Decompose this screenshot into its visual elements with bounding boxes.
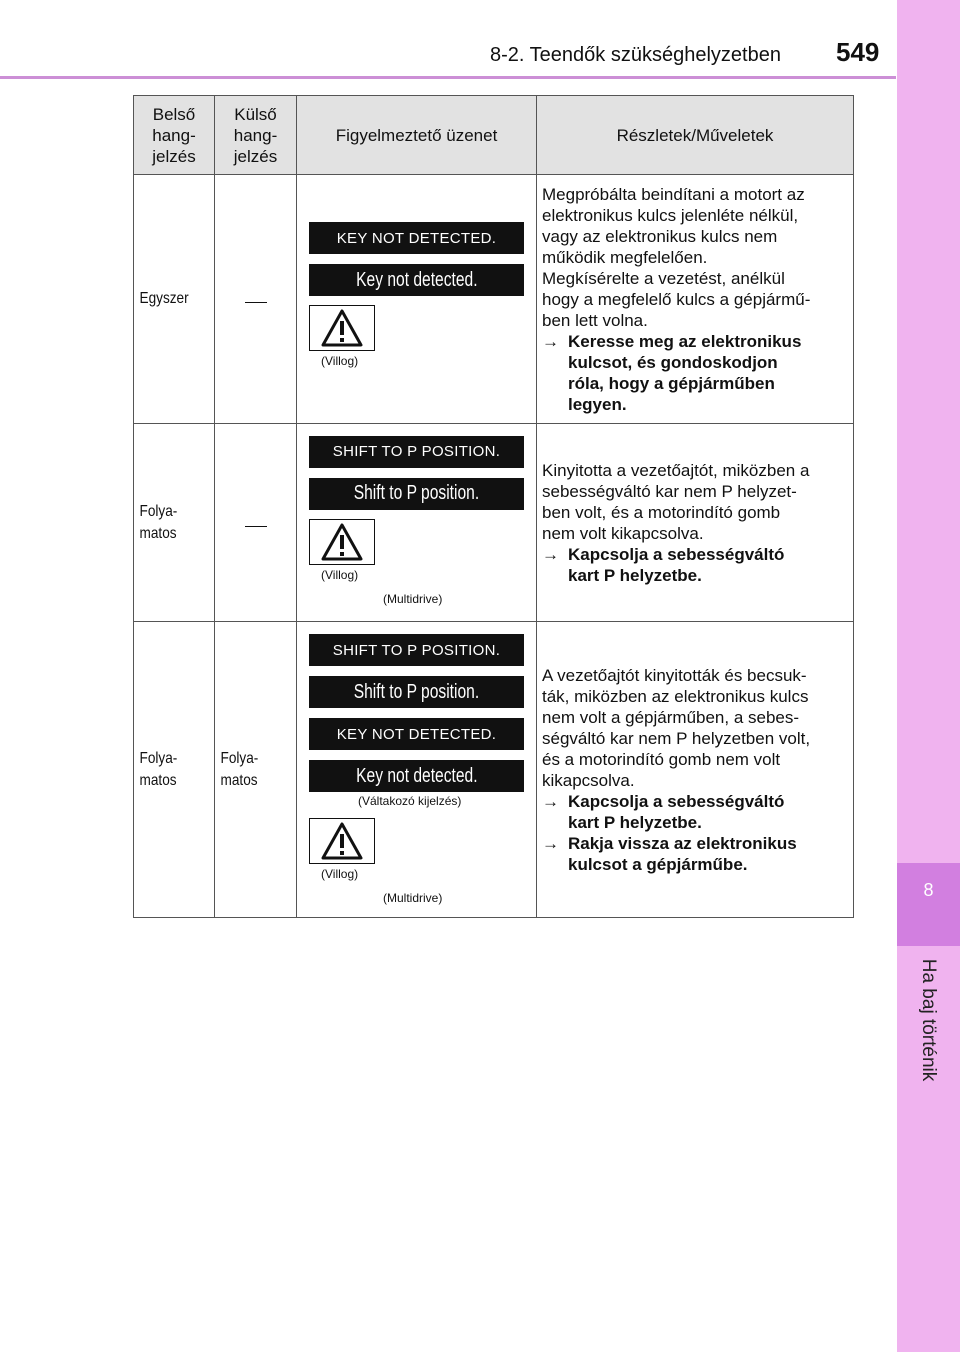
- buzzer-text: Folya-: [139, 502, 177, 520]
- action-line: kulcsot a gépjárműbe.: [568, 854, 748, 874]
- lcd-message-mixed: Key not detected.: [309, 264, 524, 296]
- header-outer-buzzer: [215, 96, 297, 175]
- action-line: kulcsot, és gondoskodjon: [568, 352, 778, 372]
- header-rule: [0, 76, 896, 79]
- detail-line: ben volt, és a motorindító gomb: [542, 502, 781, 522]
- warning-triangle-icon: [309, 305, 375, 351]
- detail-line: Megpróbálta beindítani a motort az: [542, 184, 805, 204]
- multidrive-caption: (Multidrive): [383, 591, 443, 606]
- action-line: Rakja vissza az elektronikus: [568, 833, 797, 853]
- header-details: Részletek/Műveletek: [537, 96, 854, 175]
- lcd-message-upper: SHIFT TO P POSITION.: [309, 634, 524, 666]
- header-line: hang-: [233, 125, 278, 145]
- detail-line: Megkísérelte a vezetést, anélkül: [542, 268, 785, 288]
- buzzer-text: Folya-: [220, 749, 258, 767]
- icon-caption: (Villog): [321, 867, 359, 881]
- arrow-icon: →: [542, 833, 559, 853]
- header-line: Belső: [152, 104, 196, 124]
- arrow-icon: →: [542, 331, 559, 351]
- alternating-caption: (Váltakozó kijelzés): [358, 794, 462, 808]
- action-item: [542, 331, 847, 415]
- buzzer-text: matos: [139, 771, 177, 789]
- action-item: [542, 791, 847, 833]
- lcd-message-mixed: Shift to P position.: [309, 676, 524, 708]
- lcd-message-upper: KEY NOT DETECTED.: [309, 222, 524, 254]
- lcd-message-upper: KEY NOT DETECTED.: [309, 718, 524, 750]
- detail-line: sebességváltó kar nem P helyzet-: [542, 481, 797, 501]
- details-cell: [537, 424, 854, 622]
- inner-buzzer-cell: [134, 424, 203, 622]
- lcd-message-mixed: Key not detected.: [309, 760, 524, 792]
- action-item: [542, 544, 847, 586]
- outer-buzzer-cell: [215, 175, 297, 424]
- page-number: 549: [836, 37, 880, 67]
- action-line: róla, hogy a gépjárműben: [568, 373, 775, 393]
- header-line: Külső: [234, 104, 277, 124]
- detail-line: Kinyitotta a vezetőajtót, miközben a: [542, 460, 810, 480]
- outer-buzzer-cell: [215, 622, 285, 918]
- details-cell: [537, 175, 854, 424]
- message-cell: [297, 424, 537, 622]
- detail-line: ták, miközben az elektronikus kulcs: [542, 686, 809, 706]
- action-line: legyen.: [568, 394, 627, 414]
- chapter-label: Ha baj történik: [918, 958, 939, 1082]
- detail-line: kikapcsolva.: [542, 770, 635, 790]
- buzzer-text: Egyszer: [139, 290, 189, 307]
- multidrive-caption: (Multidrive): [383, 891, 443, 905]
- running-header: 8-2. Teendők szükséghelyzetben: [490, 44, 781, 66]
- detail-line: működik megfelelően.: [542, 247, 708, 267]
- lcd-message-upper: SHIFT TO P POSITION.: [309, 436, 524, 468]
- detail-line: és a motorindító gomb nem volt: [542, 749, 781, 769]
- arrow-icon: →: [542, 544, 559, 564]
- table-row: [134, 622, 854, 918]
- outer-buzzer-cell: [215, 424, 297, 622]
- warning-triangle-icon: [309, 818, 375, 864]
- action-line: Keresse meg az elektronikus: [568, 331, 802, 351]
- dash-mark: [245, 302, 267, 303]
- buzzer-text: matos: [139, 524, 177, 542]
- detail-line: elektronikus kulcs jelenléte nélkül,: [542, 205, 799, 225]
- message-cell: [297, 622, 537, 918]
- detail-line: vagy az elektronikus kulcs nem: [542, 226, 778, 246]
- chapter-number: 8: [923, 880, 934, 900]
- buzzer-text: Folya-: [139, 749, 177, 767]
- header-line: hang-: [152, 125, 196, 145]
- detail-line: ségváltó kar nem P helyzetben volt,: [542, 728, 811, 748]
- table-header-row: [134, 96, 854, 175]
- detail-line: hogy a megfelelő kulcs a gépjármű-: [542, 289, 811, 309]
- table-row: [134, 175, 854, 424]
- buzzer-text: matos: [220, 771, 258, 789]
- header-warning-message: Figyelmeztető üzenet: [297, 96, 537, 175]
- details-cell: [537, 622, 854, 918]
- detail-line: ben lett volna.: [542, 310, 648, 330]
- header-line: jelzés: [233, 146, 278, 166]
- inner-buzzer-cell: [134, 175, 203, 424]
- action-line: kart P helyzetbe.: [568, 812, 702, 832]
- chapter-tab: [897, 863, 960, 946]
- action-line: Kapcsolja a sebességváltó: [568, 544, 785, 564]
- header-inner-buzzer: [134, 96, 215, 175]
- table-row: [134, 424, 854, 622]
- icon-caption: (Villog): [321, 567, 359, 582]
- inner-buzzer-cell: [134, 622, 203, 918]
- detail-line: nem volt kikapcsolva.: [542, 523, 704, 543]
- action-line: Kapcsolja a sebességváltó: [568, 791, 785, 811]
- dash-mark: [245, 526, 267, 527]
- action-line: kart P helyzetbe.: [568, 565, 702, 585]
- message-cell: [297, 175, 537, 424]
- lcd-message-mixed: Shift to P position.: [309, 478, 524, 510]
- warning-table: [133, 95, 854, 918]
- warning-triangle-icon: [309, 519, 375, 565]
- icon-caption: (Villog): [321, 354, 359, 368]
- action-item: [542, 833, 847, 875]
- arrow-icon: →: [542, 791, 559, 811]
- detail-line: A vezetőajtót kinyitották és becsuk-: [542, 665, 807, 685]
- header-line: jelzés: [152, 146, 196, 166]
- detail-line: nem volt a gépjárműben, a sebes-: [542, 707, 800, 727]
- chapter-sidebar: [897, 0, 960, 1352]
